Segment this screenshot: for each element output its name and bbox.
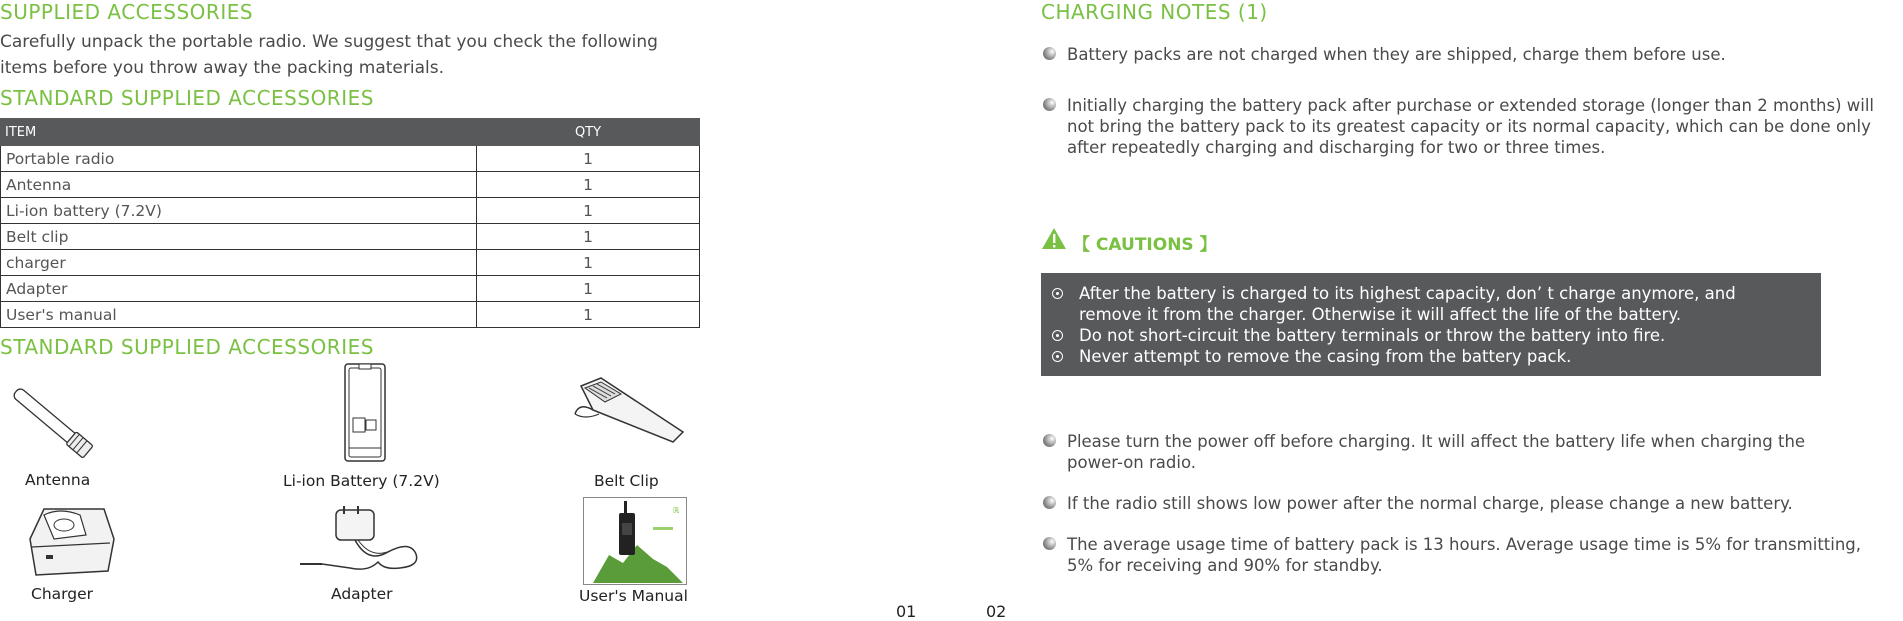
battery-caption: Li-ion Battery (7.2V) <box>283 472 440 490</box>
caution-bullet-icon <box>1052 288 1063 299</box>
note-line: If the radio still shows low power after the normal charge, please change a new battery. <box>1067 494 1793 513</box>
battery-image <box>340 362 390 464</box>
table-header-row <box>1 119 700 146</box>
bullet-icon <box>1043 496 1056 509</box>
page-title: SUPPLIED ACCESSORIES <box>0 0 254 24</box>
qty-cell: 1 <box>477 276 700 302</box>
page-number-left: 01 <box>896 602 917 621</box>
charger-image <box>24 503 118 581</box>
adapter-image <box>298 506 428 580</box>
charger-caption: Charger <box>31 585 93 603</box>
item-cell: Li-ion battery (7.2V) <box>1 198 477 224</box>
item-cell: Belt clip <box>1 224 477 250</box>
adapter-caption: Adapter <box>331 585 393 603</box>
note-line: not bring the battery pack to its greatest capacity or its normal capacity, which can be done only <box>1067 117 1871 136</box>
table-row <box>1 250 700 276</box>
accessories-table <box>0 118 700 328</box>
item-cell: charger <box>1 250 477 276</box>
item-cell: Portable radio <box>1 146 477 172</box>
antenna-image <box>4 384 114 474</box>
intro-line: Carefully unpack the portable radio. We suggest that you check the following <box>0 32 658 52</box>
table-row <box>1 224 700 250</box>
qty-cell: 1 <box>477 224 700 250</box>
caution-line: Never attempt to remove the casing from the battery pack. <box>1079 347 1572 366</box>
note-line: The average usage time of battery pack is 13 hours. Average usage time is 5% for transmitting, <box>1067 535 1862 554</box>
table-row <box>1 276 700 302</box>
qty-cell: 1 <box>477 172 700 198</box>
charging-notes-title: CHARGING NOTES (1) <box>1041 0 1268 24</box>
table-row <box>1 198 700 224</box>
caution-item <box>1079 325 1665 346</box>
warning-icon <box>1041 227 1067 250</box>
bullet-icon <box>1043 537 1056 550</box>
caution-line: After the battery is charged to its highest capacity, don’ t charge anymore, and <box>1079 284 1736 303</box>
bullet-icon <box>1043 47 1056 60</box>
cautions-label: 【 CAUTIONS 】 <box>1073 235 1217 255</box>
belt-clip-caption: Belt Clip <box>594 472 659 490</box>
manual-image <box>583 497 687 585</box>
note-line: 5% for receiving and 90% for standby. <box>1067 556 1383 575</box>
caution-line: Do not short-circuit the battery terminals or throw the battery into fire. <box>1079 326 1666 345</box>
page-number-right: 02 <box>986 602 1007 621</box>
pictures-heading: STANDARD SUPPLIED ACCESSORIES <box>0 335 374 359</box>
table-heading: STANDARD SUPPLIED ACCESSORIES <box>0 86 374 110</box>
belt-clip-image <box>571 374 689 450</box>
bullet-icon <box>1043 434 1056 447</box>
caution-line: remove it from the charger. Otherwise it will affect the life of the battery. <box>1079 305 1682 324</box>
qty-cell: 1 <box>477 250 700 276</box>
table-row <box>1 302 700 328</box>
qty-cell: 1 <box>477 146 700 172</box>
qty-cell: 1 <box>477 198 700 224</box>
intro-line: items before you throw away the packing materials. <box>0 58 445 78</box>
note-line: Battery packs are not charged when they are shipped, charge them before use. <box>1067 45 1726 64</box>
caution-item <box>1079 283 1736 325</box>
caution-item <box>1079 346 1571 367</box>
intro-paragraph <box>0 29 740 81</box>
svg-text:ℝ: ℝ <box>673 506 680 515</box>
item-cell: User's manual <box>1 302 477 328</box>
note-item <box>1067 493 1793 514</box>
bullet-icon <box>1043 98 1056 111</box>
cautions-box <box>1041 273 1821 376</box>
antenna-caption: Antenna <box>25 471 91 489</box>
note-item <box>1067 44 1726 65</box>
note-line: Please turn the power off before charging. It will affect the battery life when charging the <box>1067 432 1806 451</box>
note-item <box>1067 534 1861 576</box>
column-header-item: ITEM <box>1 119 477 146</box>
note-line: after repeatedly charging and discharging for two or three times. <box>1067 138 1606 157</box>
caution-bullet-icon <box>1052 330 1063 341</box>
caution-bullet-icon <box>1052 351 1063 362</box>
column-header-qty: QTY <box>477 119 700 146</box>
table-row <box>1 172 700 198</box>
table-row <box>1 146 700 172</box>
note-item <box>1067 431 1805 473</box>
note-line: Initially charging the battery pack after purchase or extended storage (longer than 2 months) will <box>1067 96 1875 115</box>
item-cell: Antenna <box>1 172 477 198</box>
note-item <box>1067 95 1903 158</box>
item-cell: Adapter <box>1 276 477 302</box>
qty-cell: 1 <box>477 302 700 328</box>
note-line: power-on radio. <box>1067 453 1197 472</box>
manual-caption: User's Manual <box>579 587 688 605</box>
